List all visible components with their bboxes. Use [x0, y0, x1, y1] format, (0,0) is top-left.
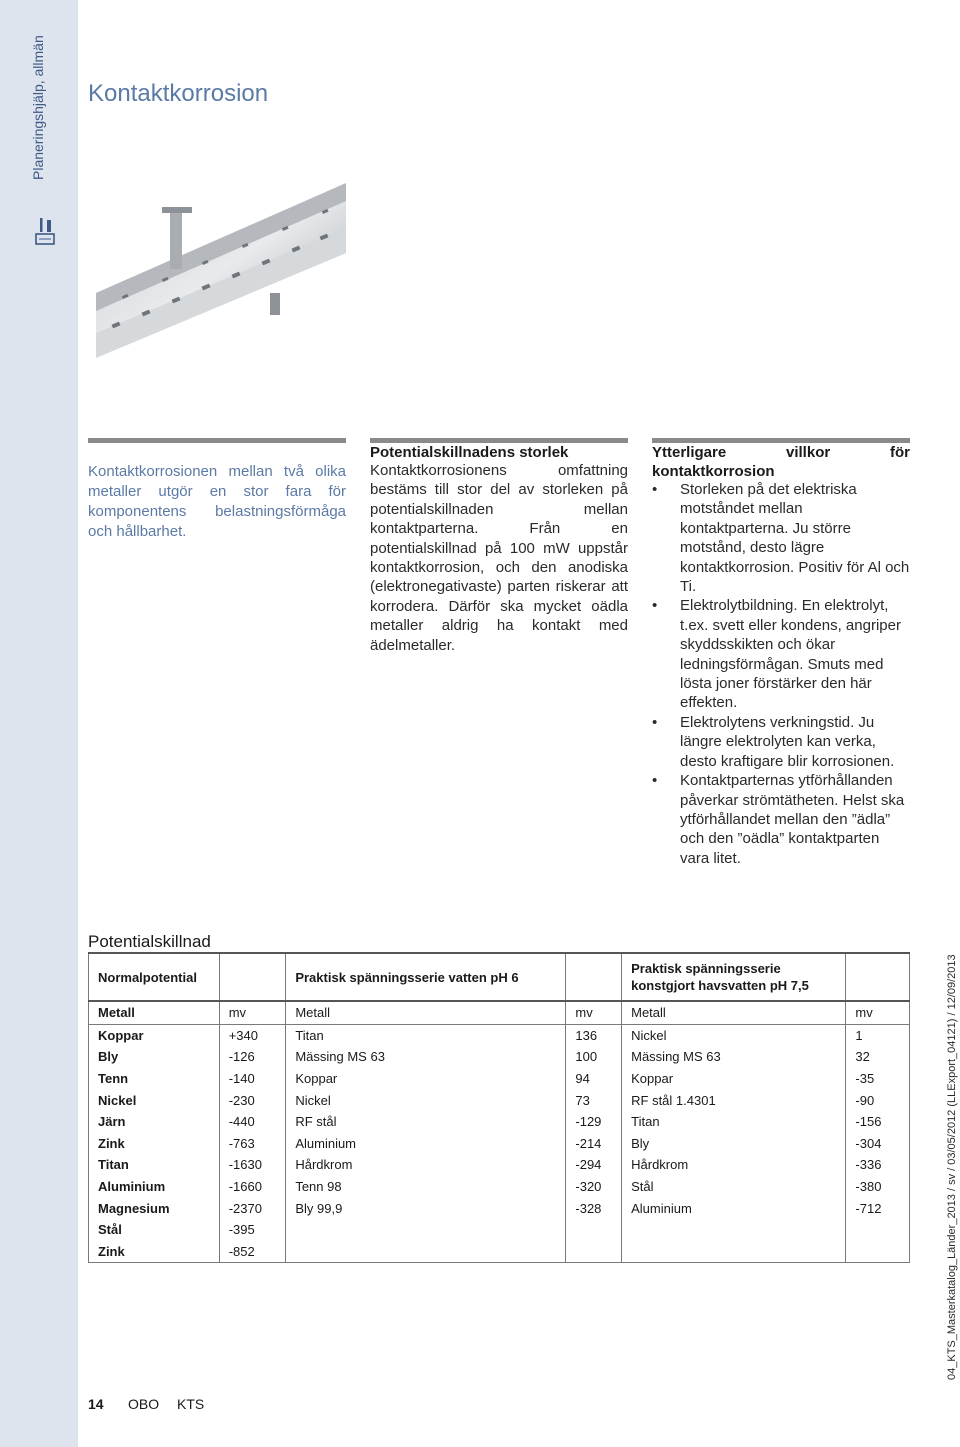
table-header-row	[89, 953, 910, 1001]
table-cell: Aluminium	[89, 1176, 220, 1198]
list-item: • Elektrolytens verkningstid. Ju längre elektrolyten kan verka, desto kraftigare blir korrosionen.	[652, 713, 912, 771]
table-cell: -328	[566, 1197, 622, 1219]
table-cell: RF stål	[286, 1111, 566, 1133]
table-cell: Bly	[89, 1046, 220, 1068]
table-cell: Hårdkrom	[286, 1154, 566, 1176]
table-cell: 136	[566, 1024, 622, 1046]
table-cell: -230	[219, 1089, 286, 1111]
table-cell: 73	[566, 1089, 622, 1111]
table-header	[566, 953, 622, 1001]
table-cell: 94	[566, 1068, 622, 1090]
table-cell: -763	[219, 1133, 286, 1155]
table-cell: mv	[219, 1001, 286, 1024]
table-cell: -1660	[219, 1176, 286, 1198]
table-header	[846, 953, 910, 1001]
potential-table	[88, 952, 910, 1263]
table-cell: Tenn 98	[286, 1176, 566, 1198]
table-cell: -90	[846, 1089, 910, 1111]
table-row	[89, 1111, 910, 1133]
page-number: 14	[88, 1396, 104, 1412]
table-cell: -156	[846, 1111, 910, 1133]
tool-icon	[34, 216, 56, 246]
table-cell: Metall	[89, 1001, 220, 1024]
table-cell: 32	[846, 1046, 910, 1068]
table-cell	[846, 1219, 910, 1241]
table-cell: Titan	[286, 1024, 566, 1046]
table-cell: 1	[846, 1024, 910, 1046]
table-row	[89, 1197, 910, 1219]
table-header: Praktisk spänningsserie vatten pH 6	[286, 953, 566, 1001]
section-label: Planeringshjälp, allmän	[30, 35, 46, 180]
table-cell: -1630	[219, 1154, 286, 1176]
sidebar	[0, 0, 78, 1447]
table-header	[219, 953, 286, 1001]
table-cell: -320	[566, 1176, 622, 1198]
table-cell: mv	[846, 1001, 910, 1024]
list-item: • Storleken på det elektriska motståndet mellan kontaktparterna. Ju större motstånd, desto lägre kontaktkorrosion. Positiv för Al och Ti.	[652, 480, 912, 596]
table-cell: -712	[846, 1197, 910, 1219]
cable-tray-image	[92, 183, 346, 358]
table-cell: -336	[846, 1154, 910, 1176]
column-rule	[88, 438, 346, 443]
table-row	[89, 1068, 910, 1090]
table-cell: Nickel	[622, 1024, 846, 1046]
intro-text: Kontaktkorrosionen mellan två olika metaller utgör en stor fara för komponentens belastningsförmåga och hållbarhet.	[88, 463, 346, 540]
table-row	[89, 1046, 910, 1068]
table-cell: Stål	[622, 1176, 846, 1198]
table-cell: RF stål 1.4301	[622, 1089, 846, 1111]
table-cell: -140	[219, 1068, 286, 1090]
table-cell: -395	[219, 1219, 286, 1241]
table-cell: -129	[566, 1111, 622, 1133]
table-subheader-row	[89, 1001, 910, 1024]
middle-text: Kontaktkorrosionens omfattning bestäms till stor del av storleken på potentialskillnaden mellan kontaktparterna. Från en potentialskillnad på 100 mW uppstår kontaktkorrosion, och den anodiska (elektronegativaste) parten riskerar att korrodera. Därför ska mycket oädla metaller aldrig ha kontakt med ädelmetaller.	[370, 462, 628, 654]
table-cell: Aluminium	[622, 1197, 846, 1219]
table-cell: -294	[566, 1154, 622, 1176]
table-cell	[622, 1241, 846, 1263]
table-row	[89, 1219, 910, 1241]
table-cell: mv	[566, 1001, 622, 1024]
table-cell: Magnesium	[89, 1197, 220, 1219]
table-cell: Nickel	[89, 1089, 220, 1111]
table-cell: 100	[566, 1046, 622, 1068]
list-item: • Kontaktparternas ytförhållanden påverkar strömtätheten. Helst ska ytförhållandet mellan den ”ädla” och den ”oädla” kontaktparten vara litet.	[652, 771, 912, 868]
table-cell: Metall	[622, 1001, 846, 1024]
footer-product: KTS	[177, 1396, 205, 1412]
table-cell: -304	[846, 1133, 910, 1155]
table-row	[89, 1089, 910, 1111]
table-cell: +340	[219, 1024, 286, 1046]
table-header: Normalpotential	[89, 953, 220, 1001]
table-row	[89, 1024, 910, 1046]
table-cell: Stål	[89, 1219, 220, 1241]
table-cell: Bly	[622, 1133, 846, 1155]
table-cell: Aluminium	[286, 1133, 566, 1155]
table-cell	[286, 1241, 566, 1263]
page-title: Kontaktkorrosion	[88, 80, 269, 107]
table-row	[89, 1154, 910, 1176]
table-cell: Koppar	[286, 1068, 566, 1090]
list-item: • Elektrolytbildning. En elektrolyt, t.ex. svett eller kondens, angriper skyddsskikten och ökar ledningsförmågan. Smuts med lösta joner förstärker den här effekten.	[652, 596, 912, 712]
table-cell: -214	[566, 1133, 622, 1155]
table-cell: Titan	[622, 1111, 846, 1133]
table-cell: -440	[219, 1111, 286, 1133]
footer-brand: OBO	[128, 1396, 160, 1412]
table-cell: Mässing MS 63	[286, 1046, 566, 1068]
right-heading: Ytterligare villkor för kontaktkorrosion	[652, 444, 910, 480]
table-cell	[846, 1241, 910, 1263]
table-cell	[566, 1241, 622, 1263]
table-cell	[566, 1219, 622, 1241]
table-cell: Nickel	[286, 1089, 566, 1111]
middle-heading: Potentialskillnadens storlek	[370, 444, 569, 461]
table-cell: -126	[219, 1046, 286, 1068]
table-cell: Zink	[89, 1241, 220, 1263]
table-cell: -380	[846, 1176, 910, 1198]
conditions-list	[652, 480, 912, 868]
table-cell: Zink	[89, 1133, 220, 1155]
table-cell: Metall	[286, 1001, 566, 1024]
table-title: Potentialskillnad	[88, 932, 211, 951]
table-cell	[622, 1219, 846, 1241]
table-cell: Järn	[89, 1111, 220, 1133]
document-meta: 04_KTS_Masterkatalog_Länder_2013 / sv / 03/05/2012 (LLExport_04121) / 12/09/2013	[946, 954, 958, 1380]
table-cell: Koppar	[89, 1024, 220, 1046]
table-row	[89, 1241, 910, 1263]
table-cell: Titan	[89, 1154, 220, 1176]
table-cell: -35	[846, 1068, 910, 1090]
table-header: Praktisk spänningsserie konstgjort havsvatten pH 7,5	[622, 953, 846, 1001]
table-cell: Mässing MS 63	[622, 1046, 846, 1068]
table-cell: Hårdkrom	[622, 1154, 846, 1176]
table-cell	[286, 1219, 566, 1241]
table-row	[89, 1133, 910, 1155]
table-cell: Koppar	[622, 1068, 846, 1090]
table-row	[89, 1176, 910, 1198]
table-cell: Tenn	[89, 1068, 220, 1090]
table-cell: -2370	[219, 1197, 286, 1219]
table-cell: -852	[219, 1241, 286, 1263]
table-cell: Bly 99,9	[286, 1197, 566, 1219]
